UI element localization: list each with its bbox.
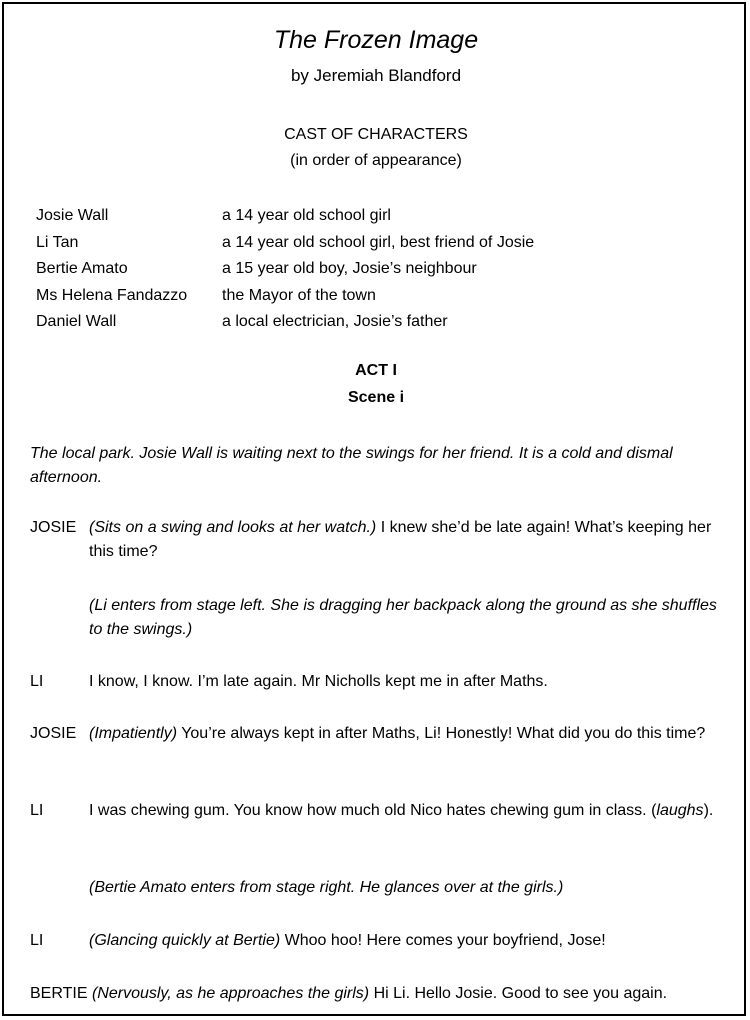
- dialogue-line: [30, 670, 730, 694]
- play-author: by Jeremiah Blandford: [290, 66, 462, 85]
- spoken-text: Hi Li. Hello Josie. Good to see you again.: [369, 985, 668, 1002]
- cast-row: [36, 258, 534, 285]
- spoken-text: I know, I know. I’m late again. Mr Nicholls kept me in after Maths.: [89, 673, 548, 690]
- speaker-name: LI: [30, 802, 44, 819]
- dialogue-text: [89, 516, 730, 564]
- stage-direction-inline: laughs: [656, 802, 704, 819]
- speaker-name: BERTIE: [30, 985, 88, 1002]
- cast-row: [36, 232, 534, 259]
- stage-direction-inline: (Nervously, as he approaches the girls): [91, 985, 370, 1002]
- setting-description: The local park. Josie Wall is waiting next to the swings for her friend. It is a cold and dismal afternoon.: [30, 445, 673, 486]
- cast-row: [36, 311, 534, 338]
- stage-direction: (Li enters from stage left. She is dragging her backpack along the ground as she shuffles to the swings.): [89, 597, 717, 638]
- dialogue-text: [30, 982, 730, 1006]
- scene-heading: Scene i: [347, 389, 405, 406]
- cast-name: Josie Wall: [36, 207, 109, 224]
- speaker-name: LI: [30, 932, 44, 949]
- cast-description: the Mayor of the town: [222, 286, 376, 304]
- cast-row: [36, 285, 534, 312]
- stage-direction: (Bertie Amato enters from stage right. He glances over at the girls.): [89, 879, 564, 896]
- cast-description: a 15 year old boy, Josie’s neighbour: [222, 260, 477, 277]
- stage-direction-inline: (Impatiently): [89, 725, 178, 742]
- dialogue-line: [30, 516, 730, 564]
- dialogue-text: [89, 799, 730, 823]
- stage-direction-inline: (Glancing quickly at Bertie): [89, 932, 281, 949]
- dialogue-line: [30, 799, 730, 823]
- cast-name: Bertie Amato: [36, 260, 128, 277]
- spoken-text: You’re always kept in after Maths, Li! Honestly! What did you do this time?: [177, 725, 706, 742]
- spoken-text: I was chewing gum. You know how much old Nico hates chewing gum in class. (: [89, 802, 657, 819]
- spoken-text-end: ).: [703, 802, 714, 819]
- speaker-name: JOSIE: [30, 725, 77, 742]
- cast-heading: CAST OF CHARACTERS: [284, 126, 468, 143]
- cast-list: [36, 205, 534, 338]
- dialogue-text: [89, 670, 730, 694]
- stage-direction-inline: (Sits on a swing and looks at her watch.): [89, 519, 377, 536]
- cast-name: Li Tan: [36, 233, 79, 251]
- cast-name: Daniel Wall: [36, 313, 117, 330]
- play-title: The Frozen Image: [273, 26, 479, 54]
- speaker-name: JOSIE: [30, 519, 77, 536]
- dialogue-text: [89, 722, 730, 746]
- script-page: [2, 2, 746, 1016]
- cast-description: a local electrician, Josie’s father: [222, 313, 448, 330]
- cast-name: Ms Helena Fandazzo: [36, 286, 188, 304]
- dialogue-line: [30, 982, 730, 1006]
- dialogue-line: [30, 929, 730, 953]
- dialogue-text: [89, 929, 730, 953]
- cast-subheading: (in order of appearance): [290, 152, 462, 169]
- dialogue-line: [30, 722, 730, 746]
- spoken-text: Whoo hoo! Here comes your boyfriend, Jose!: [280, 932, 606, 949]
- cast-row: [36, 205, 534, 232]
- act-heading: ACT I: [355, 362, 397, 379]
- spoken-text: I knew she’d be late again! What’s keeping her this time?: [89, 519, 712, 560]
- cast-description: a 14 year old school girl, best friend of Josie: [222, 233, 535, 251]
- speaker-name: LI: [30, 673, 44, 690]
- cast-description: a 14 year old school girl: [222, 207, 391, 224]
